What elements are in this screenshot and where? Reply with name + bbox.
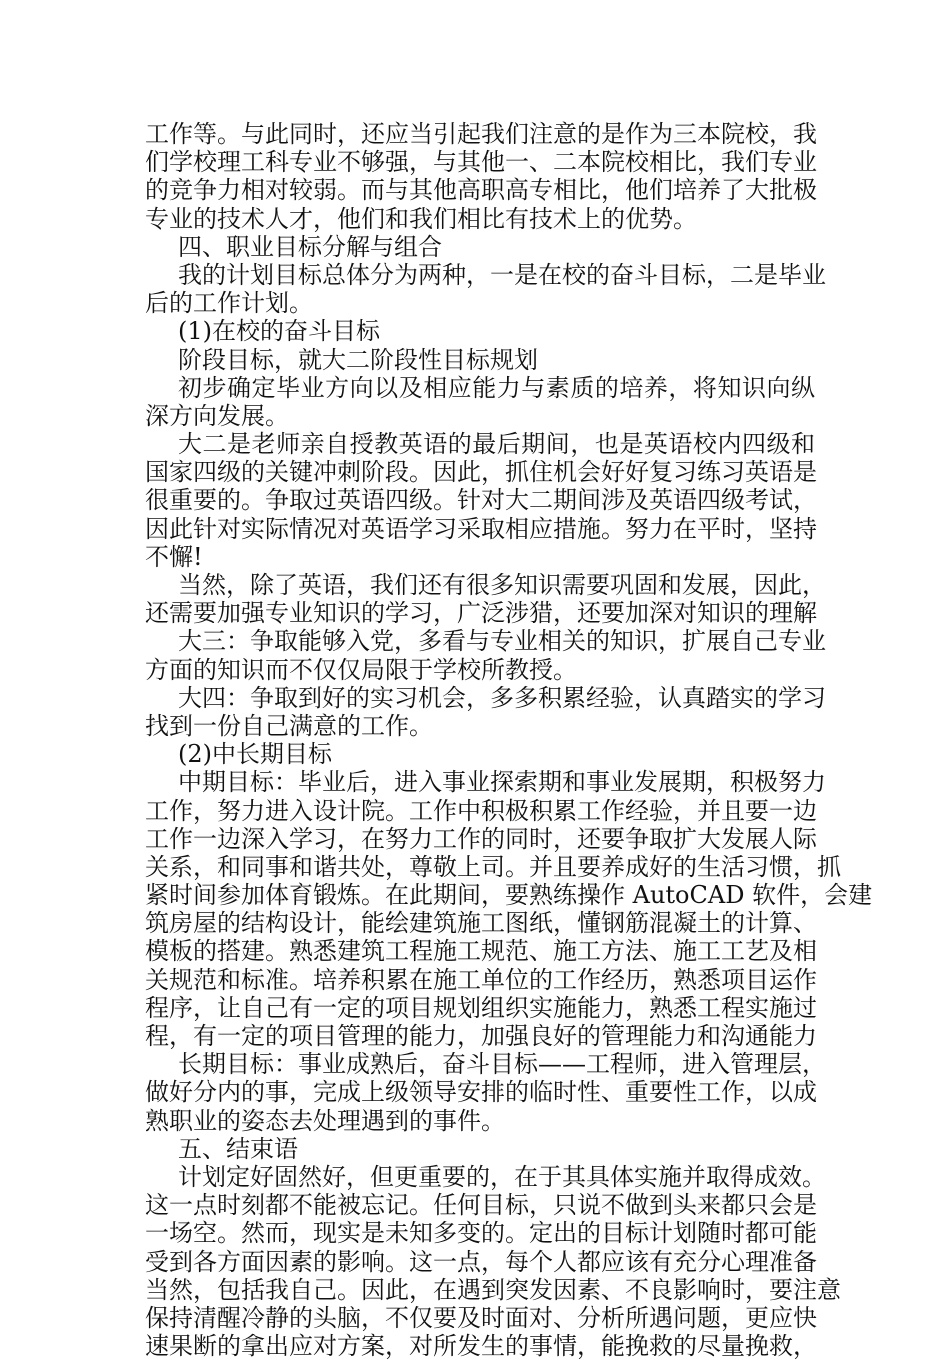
text-line: 初步确定毕业方向以及相应能力与素质的培养，将知识向纵 (178, 373, 815, 402)
text-line: 计划定好固然好，但更重要的，在于其具体实施并取得成效。 (178, 1162, 826, 1191)
text-line: 做好分内的事，完成上级领导安排的临时性、重要性工作，以成 (145, 1078, 817, 1107)
text-line: 受到各方面因素的影响。这一点，每个人都应该有充分心理准备 (145, 1247, 817, 1276)
text-line: 五、结束语 (178, 1134, 298, 1163)
text-line: 长期目标：事业成熟后，奋斗目标——工程师，进入管理层， (178, 1050, 826, 1079)
text-line: 程序，让自己有一定的项目规划组织实施能力，熟悉工程实施过 (145, 993, 817, 1022)
text-line: 关系，和同事和谐共处，尊敬上司。并且要养成好的生活习惯，抓 (145, 852, 841, 881)
text-line: 国家四级的关键冲刺阶段。因此，抓住机会好好复习练习英语是 (145, 458, 817, 487)
text-line: 熟职业的姿态去处理遇到的事件。 (145, 1106, 505, 1135)
text-line: (1)在校的奋斗目标 (178, 317, 380, 346)
text-line: 很重要的。争取过英语四级。针对大二期间涉及英语四级考试， (145, 486, 817, 515)
text-line: 当然，除了英语，我们还有很多知识需要巩固和发展，因此， (178, 571, 826, 599)
text-line: 后的工作计划。 (145, 289, 313, 318)
text-line: 工作，努力进入设计院。工作中积极积累工作经验，并且要一边 (145, 796, 817, 825)
text-line: 工作一边深入学习，在努力工作的同时，还要争取扩大发展人际 (145, 824, 817, 853)
text-line: 的竞争力相对较弱。而与其他高职高专相比，他们培养了大批极 (145, 176, 817, 205)
text-line: 大三：争取能够入党，多看与专业相关的知识，扩展自己专业 (178, 627, 826, 656)
text-line: 不懈! (145, 542, 203, 571)
text-line: 程，有一定的项目管理的能力，加强良好的管理能力和沟通能力 (145, 1022, 817, 1050)
text-line: 大四：争取到好的实习机会，多多积累经验，认真踏实的学习 (178, 683, 826, 712)
text-line: 专业的技术人才，他们和我们相比有技术上的优势。 (145, 204, 697, 233)
text-line: (2)中长期目标 (178, 740, 332, 769)
text-line: 深方向发展。 (145, 401, 289, 430)
text-line: 我的计划目标总体分为两种，一是在校的奋斗目标，二是毕业 (178, 260, 826, 289)
text-line: 们学校理工科专业不够强，与其他一、二本院校相比，我们专业 (145, 148, 817, 177)
text-line: 大二是老师亲自授教英语的最后期间，也是英语校内四级和 (178, 430, 815, 459)
text-line: 工作等。与此同时，还应当引起我们注意的是作为三本院校，我 (145, 120, 817, 148)
text-line: 保持清醒冷静的头脑，不仅要及时面对、分析所遇问题，更应快 (145, 1303, 817, 1332)
text-line: 方面的知识而不仅仅局限于学校所教授。 (145, 655, 577, 684)
text-line: 关规范和标准。培养积累在施工单位的工作经历，熟悉项目运作 (145, 965, 817, 994)
text-line: 阶段目标，就大二阶段性目标规划 (178, 345, 538, 374)
document-body (145, 120, 873, 1360)
text-line: 紧时间参加体育锻炼。在此期间，要熟练操作 AutoCAD 软件，会建 (145, 881, 873, 910)
text-line: 模板的搭建。熟悉建筑工程施工规范、施工方法、施工工艺及相 (145, 937, 817, 966)
text-line: 中期目标：毕业后，进入事业探索期和事业发展期，积极努力 (178, 768, 826, 797)
text-line: 四、职业目标分解与组合 (178, 232, 442, 261)
text-line: 找到一份自己满意的工作。 (145, 711, 433, 740)
text-line: 还需要加强专业知识的学习，广泛涉猎，还要加深对知识的理解 (145, 599, 817, 628)
text-line: 这一点时刻都不能被忘记。任何目标，只说不做到头来都只会是 (145, 1191, 817, 1220)
text-line: 当然，包括我自己。因此，在遇到突发因素、不良影响时，要注意 (145, 1275, 841, 1304)
text-line: 筑房屋的结构设计，能绘建筑施工图纸，懂钢筋混凝土的计算、 (145, 909, 817, 938)
text-line: 一场空。然而，现实是未知多变的。定出的目标计划随时都可能 (145, 1219, 817, 1248)
text-line: 因此针对实际情况对英语学习采取相应措施。努力在平时，坚持 (145, 514, 817, 543)
text-line: 速果断的拿出应对方案，对所发生的事情，能挽救的尽量挽救， (145, 1332, 817, 1360)
